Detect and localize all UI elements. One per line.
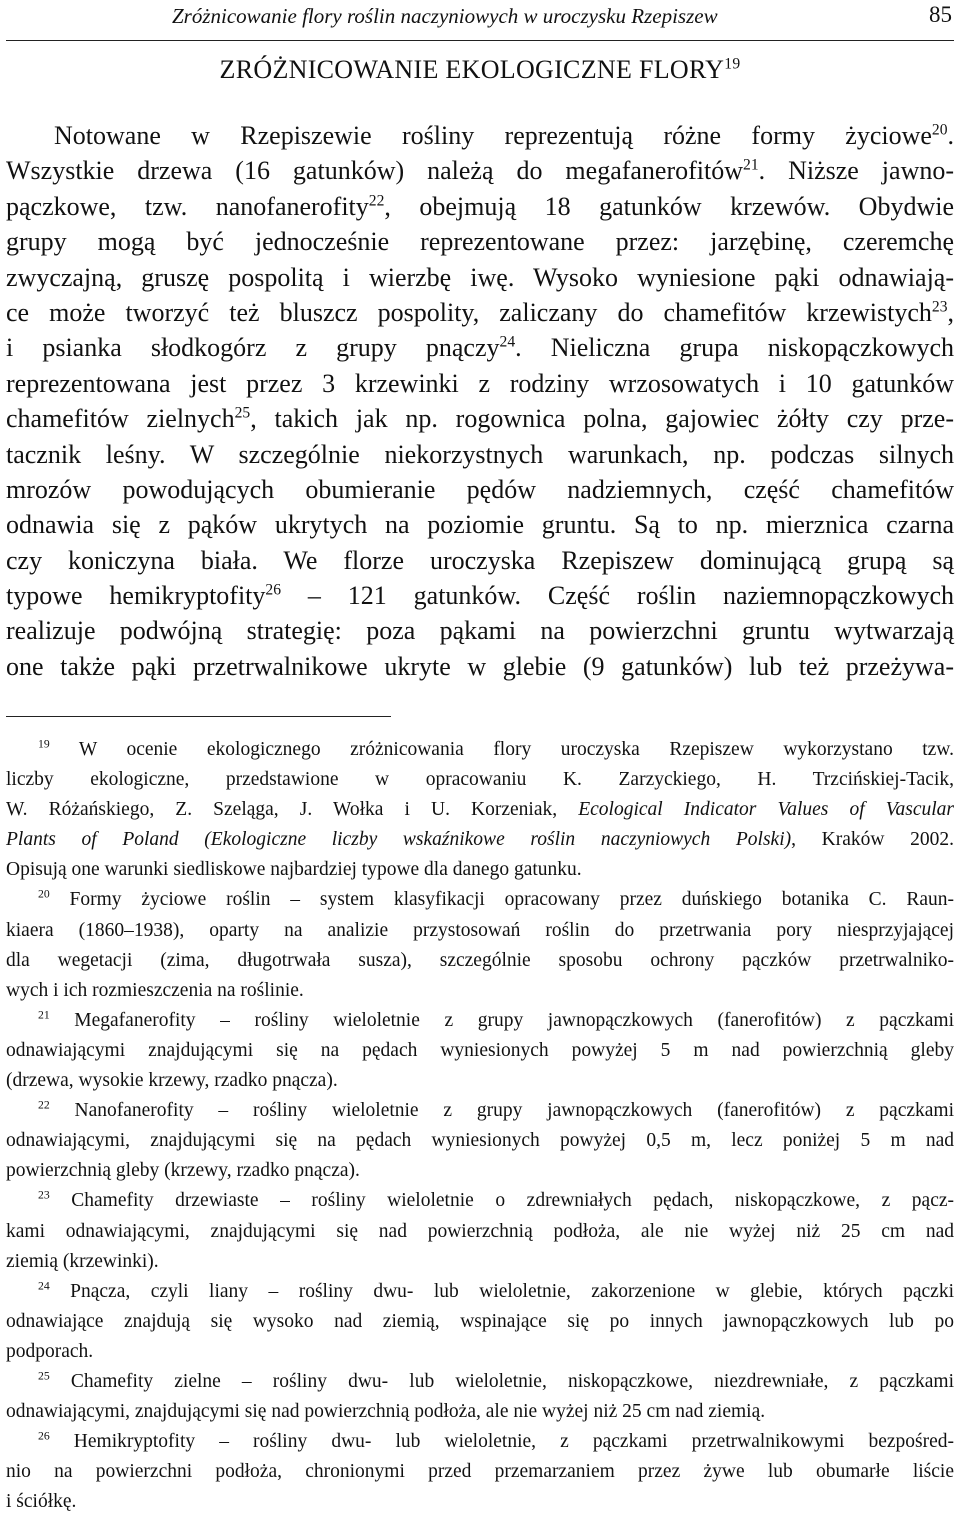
running-header [6,0,954,41]
paragraph-line: zwyczajną, gruszę pospolitą i wierzbę iwę. Wysoko wyniesione pąki odnawiają- [6,262,954,292]
section-title-text: ZRÓŻNICOWANIE EKOLOGICZNE FLORY [219,55,725,84]
footnote-line: W. Różańskiego, Z. Szeląga, J. Wołka i U. Korzeniak, Ecological Indicator Values of Vascular [6,799,954,821]
footnote-ref-26[interactable]: 26 [265,581,281,599]
footnote-number: 21 [38,1008,50,1022]
footnote-ref-22[interactable]: 22 [368,192,385,210]
footnote-line: dla wegetacji (zima, długotrwała susza), szczególnie sposobu ochrony pączków przetrwalniko- [6,949,954,971]
paragraph-line: mrozów powodujących obumieranie pędów nadziemnych, część chamefitów [6,474,954,504]
footnote-line: nio na powierzchni podłoża, chronionymi przed przemarzaniem przez żywe lub obumarłe liście [6,1461,954,1483]
footnotes [6,735,954,1517]
footnote-separator [6,716,391,717]
page-number: 85 [929,2,952,27]
footnote-line: i ściółkę. [6,1491,77,1513]
footnote-line: kiaera (1860–1938), oparty na analizie przystosowań roślin do przetrwania pory niesprzyjającej [6,919,954,941]
main-paragraph [6,118,954,684]
footnote-20: $^{20}$ Formy życiowe roślin – system klasyfikacji opracowany przez duńskiego botanika C. Raun- [38,887,954,911]
footnote-line: Opisują one warunki siedliskowe najbardziej typowe dla danego gatunku. [6,859,582,881]
footnote-ref-24[interactable]: 24 [499,333,516,351]
footnote-line: powierzchnią gleby (krzewy, rzadko pnącza). [6,1160,360,1182]
paragraph-line: czy koniczyna biała. We florze uroczyska Rzepiszew dominującą grupą są [6,545,954,575]
footnote-line: Plants of Poland (Ekologiczne liczby wskaźnikowe roślin naczyniowych Polski), Kraków 2002. [6,829,954,851]
footnote-number: 24 [38,1279,50,1293]
footnote-line: ziemią (krzewinki). [6,1250,159,1272]
footnote-line: odnawiającymi, znajdującymi się nad powierzchnią podłoża, ale nie wyżej niż 25 cm nad ziemią. [6,1401,766,1423]
footnote-number: 26 [38,1429,50,1443]
paragraph-line: pączkowe, tzw. nanofanerofity$^{22}$, obejmują 18 gatunków krzewów. Obydwie [6,191,954,221]
footnote-ref-23[interactable]: 23 [931,298,948,316]
footnote-line: odnawiające znajdują się wysoko nad ziemią, wspinające się po innych jawnopączkowych lub po [6,1310,954,1332]
footnote-number: 25 [38,1369,50,1383]
paragraph-line: ce może tworzyć też bluszcz pospolity, zaliczany do chamefitów krzewistych$^{23}$, [6,297,954,327]
paragraph-line: chamefitów zielnych$^{25}$, takich jak np. rogownica polna, gajowiec żółty czy prze- [6,404,954,434]
paragraph-line: realizuje podwójną strategię: poza pąkami na powierzchni gruntu wytwarzają [6,616,954,646]
footnote-number: 20 [38,887,50,901]
footnote-24: $^{24}$ Pnącza, czyli liany – rośliny dwu- lub wieloletnie, zakorzenione w glebie, których pączki [38,1279,955,1302]
paragraph-line: one także pąki przetrwalnikowe ukryte w glebie (9 gatunków) lub też przeżywa- [6,651,954,681]
footnote-line: wych i ich rozmieszczenia na roślinie. [6,979,304,1001]
footnote-number: 19 [38,737,50,751]
footnote-19: $^{19}$ W ocenie ekologicznego zróżnicowania flory uroczyska Rzepiszew wykorzystano tzw. [38,737,954,760]
footnote-line: liczby ekologiczne, przedstawione w opracowaniu K. Zarzyckiego, H. Trzcińskiej-Tacik, [6,769,954,791]
footnote-25: $^{25}$ Chamefity zielne – rośliny dwu- lub wieloletnie, niskopączkowe, niezdrewniałe, z pączkami [38,1369,954,1392]
paragraph-line: reprezentowana jest przez 3 krzewinki z rodziny wrzosowatych i 10 gatunków [6,368,954,398]
book-title: Ecological Indicator Values of Vascular [578,799,954,821]
footnote-ref-25[interactable]: 25 [234,404,251,422]
running-title: Zróżnicowanie flory roślin naczyniowych w uroczysku Rzepiszew [172,4,718,28]
book-title: Plants of Poland (Ekologiczne liczby wskaźnikowe roślin naczyniowych Polski) [6,829,792,851]
footnote-23: $^{23}$ Chamefity drzewiaste – rośliny wieloletnie o zdrewniałych pędach, niskopączkowe, z pącz- [38,1188,955,1212]
section-title [0,55,960,85]
footnote-number: 23 [38,1188,50,1202]
footnote-26: $^{26}$ Hemikryptofity – rośliny dwu- lub wieloletnie, z pączkami przetrwalnikowymi bezpośred- [38,1429,955,1453]
footnote-line: odnawiającymi, znajdującymi się na pędach wyniesionych powyżej 0,5 m, lecz poniżej 5 m nad [6,1130,954,1152]
paragraph-line: Wszystkie drzewa (16 gatunków) należą do megafanerofitów$^{21}$. Niższe jawno- [6,156,955,186]
footnote-ref-19[interactable]: 19 [724,55,741,73]
paragraph-line: grupy mogą być jednocześnie reprezentowane przez: jarzębinę, czeremchę [6,227,954,257]
footnote-ref-21[interactable]: 21 [743,156,759,174]
footnote-number: 22 [38,1098,50,1112]
footnote-line: odnawiającymi znajdującymi się na pędach wyniesionych powyżej 5 m nad powierzchnią gleby [6,1039,954,1061]
paragraph-line: odnawia się z pąków ukrytych na poziomie gruntu. Są to np. mierznica czarna [6,510,954,540]
paragraph-line: Notowane w Rzepiszewie rośliny reprezentują różne formy życiowe$^{20}$. [54,121,954,150]
paragraph-line: tacznik leśny. W szczególnie niekorzystnych warunkach, np. podczas silnych [6,439,954,469]
footnote-22: $^{22}$ Nanofanerofity – rośliny wieloletnie z grupy jawnopączkowych (fanerofitów) z pączkami [38,1098,955,1122]
paragraph-line: i psianka słodkogórz z grupy pnączy$^{24}$. Nieliczna grupa niskopączkowych [6,333,954,363]
footnote-line: podporach. [6,1340,94,1362]
footnote-line: (drzewa, wysokie krzewy, rzadko pnącza). [6,1070,338,1092]
paragraph-line: typowe hemikryptofity$^{26}$ – 121 gatunków. Część roślin naziemnopączkowych [6,581,954,611]
footnote-21: $^{21}$ Megafanerofity – rośliny wieloletnie z grupy jawnopączkowych (fanerofitów) z pączkami [38,1008,954,1031]
footnote-ref-20[interactable]: 20 [931,121,948,139]
footnote-line: kami odnawiającymi, znajdującymi się nad powierzchnią podłoża, ale nie wyżej niż 25 cm nad [6,1220,954,1242]
